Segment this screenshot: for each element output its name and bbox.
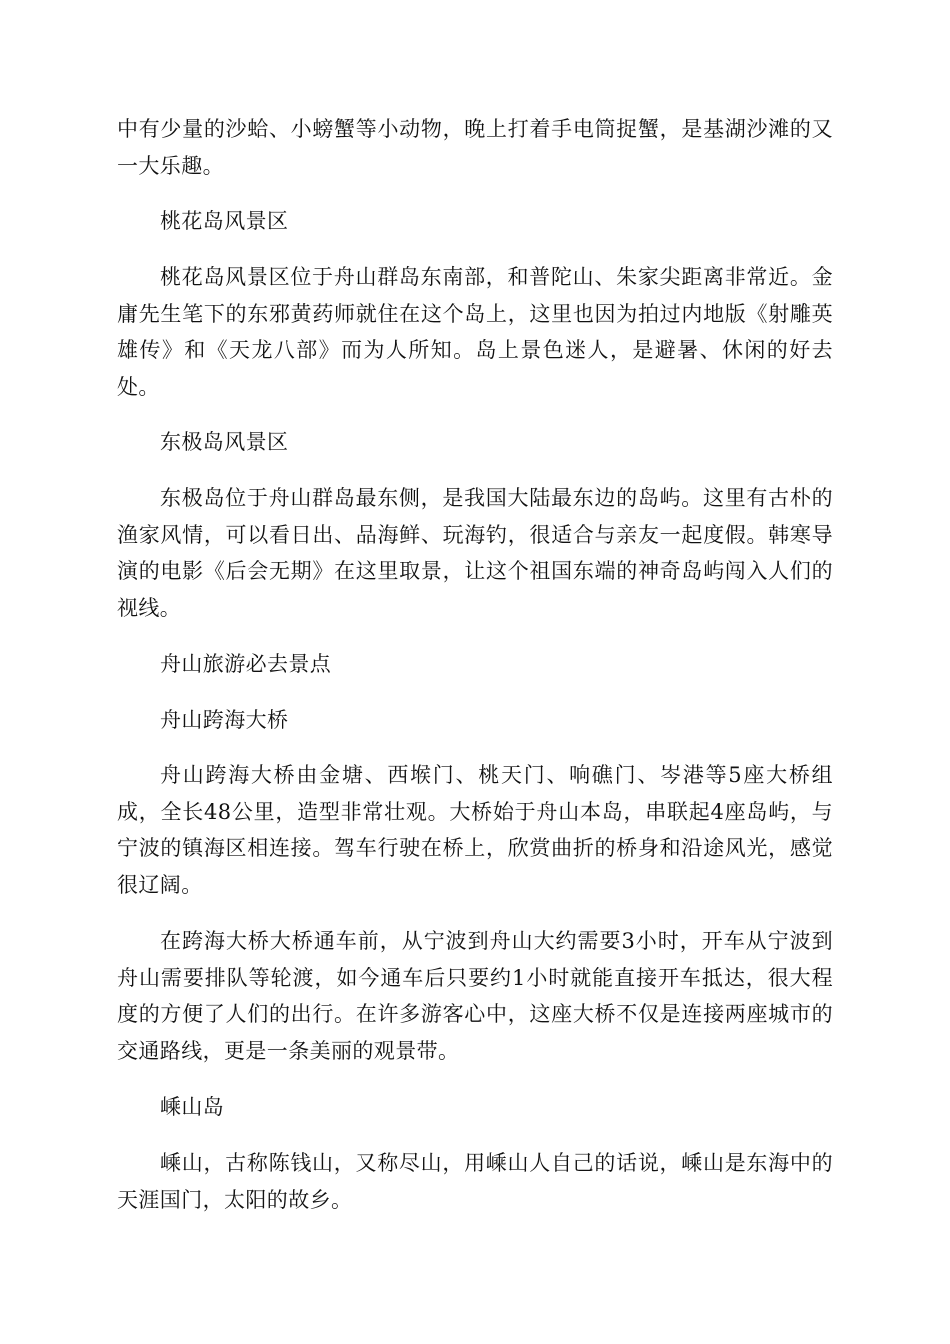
paragraph-taohua-island: 桃花岛风景区位于舟山群岛东南部，和普陀山、朱家尖距离非常近。金庸先生笔下的东邪黄药师就住在这个岛上，这里也因为拍过内地版《射雕英雄传》和《天龙八部》而为人所知。岛上景色迷人，是避暑、休闲的好去处。: [117, 265, 833, 399]
heading-must-see-spots: 舟山旅游必去景点: [160, 652, 332, 676]
heading-taohua-island: 桃花岛风景区: [160, 209, 289, 233]
heading-cross-sea-bridge: 舟山跨海大桥: [160, 708, 289, 732]
heading-dongji-island: 东极岛风景区: [160, 430, 289, 454]
paragraph-bridge-travel-time: 在跨海大桥大桥通车前，从宁波到舟山大约需要3小时，开车从宁波到舟山需要排队等轮渡，如今通车后只要约1小时就能直接开车抵达，很大程度的方便了人们的出行。在许多游客心中，这座大桥不仅是连接两座城市的交通路线，更是一条美丽的观景带。: [117, 929, 833, 1063]
paragraph-continuation: 中有少量的沙蛤、小螃蟹等小动物，晚上打着手电筒捉蟹，是基湖沙滩的又一大乐趣。: [117, 117, 833, 178]
paragraph-cross-sea-bridge: 舟山跨海大桥由金塘、西堠门、桃天门、响礁门、岑港等5座大桥组成，全长48公里，造型非常壮观。大桥始于舟山本岛，串联起4座岛屿，与宁波的镇海区相连接。驾车行驶在桥上，欣赏曲折的桥身和沿途风光，感觉很辽阔。: [117, 763, 833, 897]
heading-shengshan-island: 嵊山岛: [160, 1095, 225, 1119]
paragraph-dongji-island: 东极岛位于舟山群岛最东侧，是我国大陆最东边的岛屿。这里有古朴的渔家风情，可以看日出、品海鲜、玩海钓，很适合与亲友一起度假。韩寒导演的电影《后会无期》在这里取景，让这个祖国东端的神奇岛屿闯入人们的视线。: [117, 486, 833, 620]
paragraph-shengshan-island: 嵊山，古称陈钱山，又称尽山，用嵊山人自己的话说，嵊山是东海中的天涯国门，太阳的故乡。: [117, 1151, 833, 1212]
